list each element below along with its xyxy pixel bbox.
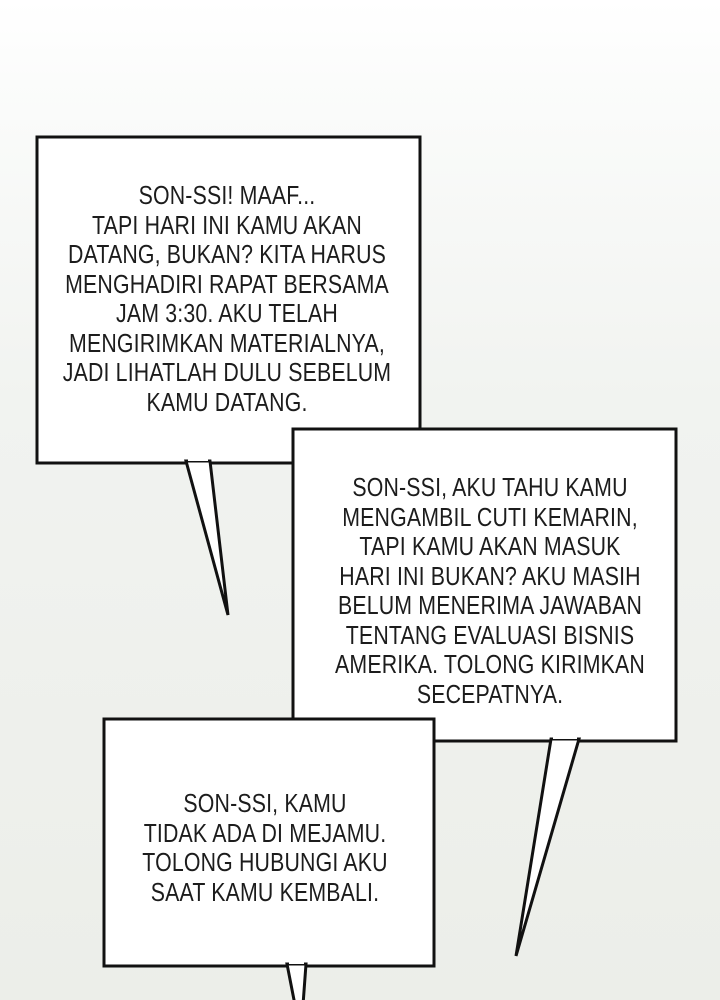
- bubble-1-line: MENGIRIMKAN MATERIALNYA,: [69, 327, 385, 358]
- speech-bubble-3-tail: [287, 964, 306, 1000]
- bubble-3-line: SON-SSI, KAMU: [183, 788, 347, 818]
- bubble-2-line: TENTANG EVALUASI BISNIS: [345, 619, 635, 650]
- bubble-1-line: KAMU DATANG.: [146, 386, 308, 417]
- speech-bubble-1-text: [47, 181, 408, 417]
- speech-bubble-1-tail: [186, 461, 228, 615]
- bubble-1-line: SON-SSI! MAAF...: [138, 180, 316, 210]
- bubble-1-line: JAM 3:30. AKU TELAH: [116, 298, 338, 328]
- bubble-2-line: MENGAMBIL CUTI KEMARIN,: [342, 501, 638, 532]
- speech-bubble-3-text: [85, 789, 446, 907]
- speech-bubble-2-tail: [516, 739, 579, 956]
- bubble-2-line: SECEPATNYA.: [416, 678, 564, 709]
- bubble-2-line: HARI INI BUKAN? AKU MASIH: [339, 560, 641, 591]
- bubble-2-line: SON-SSI, AKU TAHU KAMU: [352, 472, 628, 502]
- bubble-1-line: TAPI HARI INI KAMU AKAN: [92, 209, 362, 240]
- speech-bubble-2-text: [310, 473, 671, 709]
- bubble-1-line: DATANG, BUKAN? KITA HARUS: [67, 239, 387, 269]
- bubble-1-line: JADI LIHATLAH DULU SEBELUM: [62, 357, 392, 387]
- bubble-3-line: TIDAK ADA DI MEJAMU.: [143, 817, 387, 848]
- bubble-3-line: SAAT KAMU KEMBALI.: [150, 876, 380, 907]
- bubble-3-line: TOLONG HUBUNGI AKU: [142, 847, 388, 877]
- bubble-2-line: BELUM MENERIMA JAWABAN: [337, 590, 643, 620]
- bubble-1-line: MENGHADIRI RAPAT BERSAMA: [65, 268, 389, 299]
- bubble-2-line: AMERIKA. TOLONG KIRIMKAN: [335, 649, 645, 679]
- bubble-2-line: TAPI KAMU AKAN MASUK: [359, 531, 621, 561]
